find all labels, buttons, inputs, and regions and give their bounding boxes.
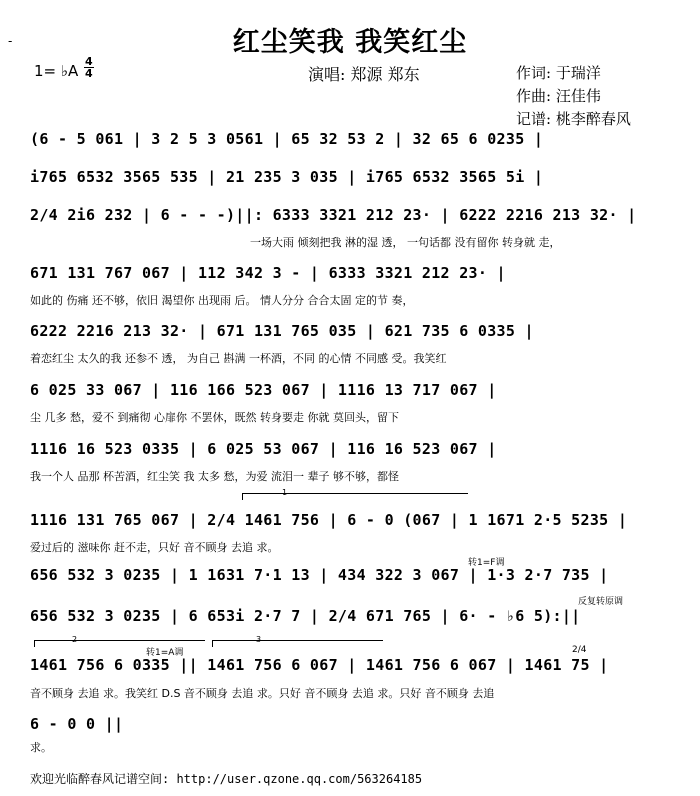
score-row-8: 1116 131 765 067 | 2/4 1461 756 | 6 - 0 (067 | 1 1671 2·5 5235 | [30,511,628,529]
volta-3-bracket [212,640,383,647]
lyrics-row-4: 如此的 伤痛 还不够，依旧 渴望你 出现雨 后。 情人分分 合合太固 定的节 奏， [30,294,414,307]
score-row-5: 6222 2216 213 32· | 671 131 765 035 | 621 735 6 0335 | [30,322,534,340]
key-signature: 1= ♭A [34,62,79,80]
composer-credit: 作曲: 汪佳伟 [516,87,601,105]
lyrics-row-5: 着恋红尘 太久的我 还参不 透， 为自己 斟满 一杯酒，不同 的心情 不同感 受。我笑红 [30,352,447,365]
score-row-6: 6 025 33 067 | 116 166 523 067 | 1116 13 717 067 | [30,381,497,399]
margin-dash: - [8,34,13,48]
footer-link-text: 欢迎光临醉春风记谱空间: http://user.qzone.qq.com/563264185 [30,772,423,786]
modulation-f-note: 转1=F调 [468,558,505,568]
lyrics-row-3: 一场大雨 倾刻把我 淋的湿 透， 一句话都 没有留你 转身就 走， [250,236,561,249]
score-row-3: 2/4 2i6 232 | 6 - - -)||: 6333 3321 212 23· | 6222 2216 213 32· | [30,206,637,224]
score-row-1: (6 - 5 061 | 3 2 5 3 0561 | 65 32 53 2 | 32 65 6 0235 | [30,130,544,148]
score-row-4: 671 131 767 067 | 112 342 3 - | 6333 3321 212 23· | [30,264,506,282]
score-row-9: 656 532 3 0235 | 1 1631 7·1 13 | 434 322 3 067 | 1·3 2·7 735 | [30,566,609,584]
modulation-back-note: 反复转原调 [578,597,624,607]
lyrics-row-7: 我一个人 品那 杯苦酒，红尘笑 我 太多 愁，为爱 流泪一 辈子 够不够，都怪 [30,470,399,483]
time-signature [84,56,94,79]
meter-bottom: 4 [85,67,93,80]
song-title: 红尘笑我 我笑红尘 [232,27,468,58]
volta-2-number: 2 [72,635,78,644]
lyrics-row-12: 求。 [30,741,52,754]
meter-change-24: 2/4 [572,645,587,655]
score-row-2: i765 6532 3565 535 | 21 235 3 035 | i765 6532 3565 5i | [30,168,544,186]
singer-credit: 演唱: 郑源 郑东 [308,65,420,84]
volta-1-bracket [242,493,468,500]
modulation-a-note: 转1=A调 [146,648,184,658]
lyrics-row-6: 尘 几多 愁，爱不 到痛彻 心扉你 不罢休，既然 转身要走 你就 莫回头，留下 [30,411,399,424]
lyrics-row-8: 爱过后的 滋味你 赶不走，只好 音不顾身 去追 求。 [30,541,279,554]
lyricist-credit: 作词: 于瑞洋 [516,64,601,82]
meter-top: 4 [85,55,93,68]
volta-3-number: 3 [256,635,262,644]
transcriber-credit: 记谱: 桃李醉春风 [516,110,631,128]
score-row-7: 1116 16 523 0335 | 6 025 53 067 | 116 16 523 067 | [30,440,497,458]
score-row-11: 1461 756 6 0335 || 1461 756 6 067 | 1461 756 6 067 | 1461 75 | [30,656,609,674]
lyrics-row-11: 音不顾身 去追 求。我笑红 D.S 音不顾身 去追 求。只好 音不顾身 去追 求。只好 音不顾身 去追 [30,687,495,700]
volta-1-number: 1 [282,488,288,497]
score-row-10: 656 532 3 0235 | 6 653i 2·7 7 | 2/4 671 765 | 6· - ♭6 5):|| [30,607,581,625]
score-row-12: 6 - 0 0 || [30,715,124,733]
